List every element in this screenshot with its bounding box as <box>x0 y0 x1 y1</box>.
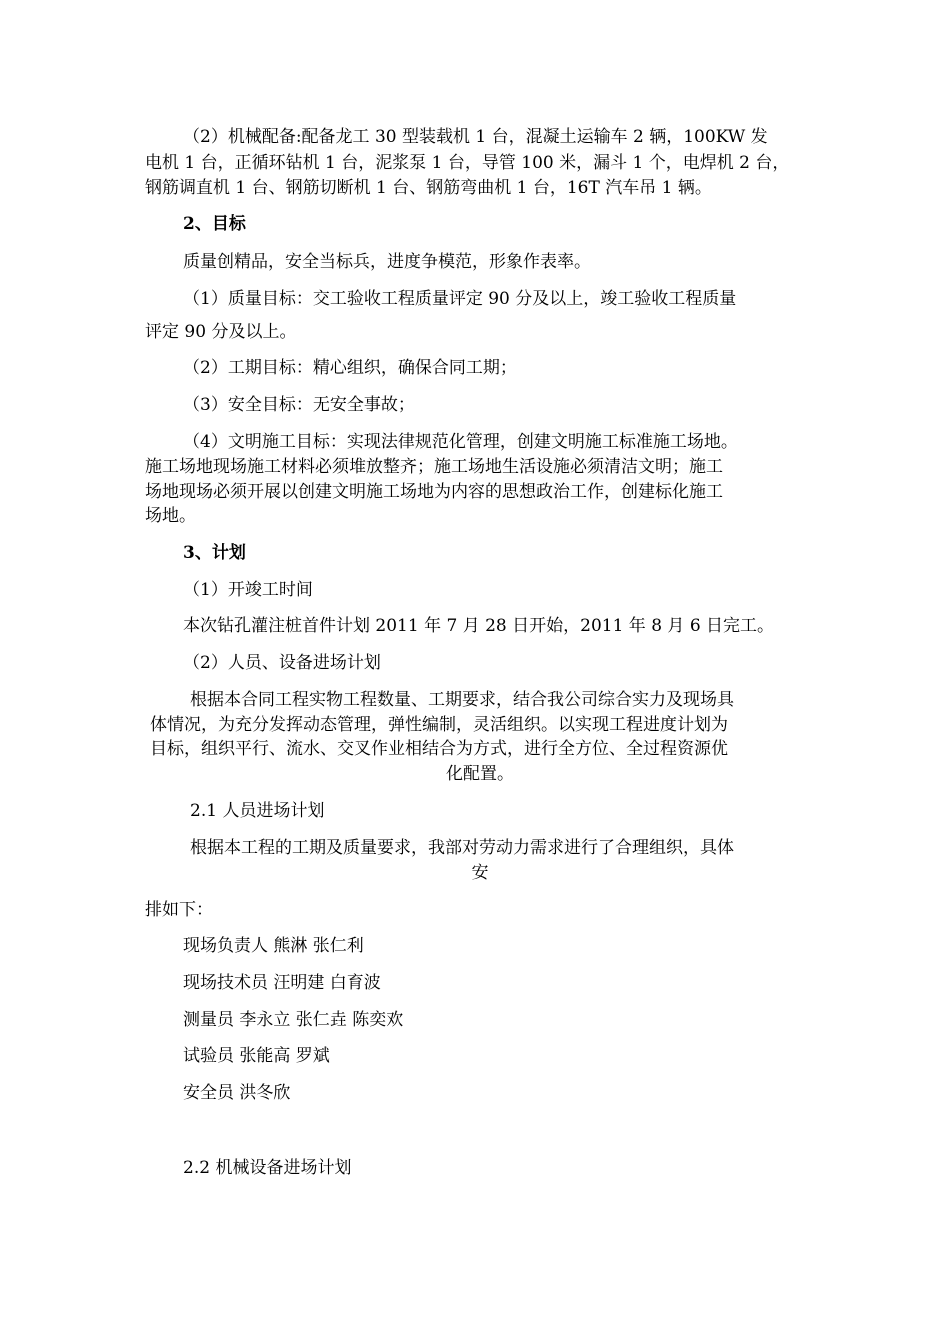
machinery-line-3: 钢筋调直机 1 台、钢筋切断机 1 台、钢筋弯曲机 1 台，16T 汽车吊 1 辆。 <box>145 178 712 198</box>
civil-goal-line-1: （4）文明施工目标：实现法律规范化管理，创建文明施工标准施工场地。 <box>183 432 738 452</box>
start-end-title: （1）开竣工时间 <box>183 580 313 600</box>
machinery-line-2: 电机 1 台，正循环钻机 1 台，泥浆泵 1 台，导管 100 米，漏斗 1 个，电焊机 2 台， <box>145 153 790 173</box>
plan-paragraph-line-1: 根据本合同工程实物工程数量、工期要求，结合我公司综合实力及现场具 <box>190 690 734 710</box>
start-end-text: 本次钻孔灌注桩首件计划 2011 年 7 月 28 日开始，2011 年 8 月 6 日完工。 <box>183 616 775 636</box>
section-2-heading: 2、目标 <box>183 214 246 234</box>
plan-paragraph-line-2: 体情况，为充分发挥动态管理，弹性编制，灵活组织。以实现工程进度计划为 <box>150 715 728 735</box>
quality-goal-line-1: （1）质量目标：交工验收工程质量评定 90 分及以上，竣工验收工程质量 <box>183 289 737 309</box>
schedule-goal: （2）工期目标：精心组织，确保合同工期； <box>183 358 517 378</box>
staff-item: 测量员 李永立 张仁垚 陈奕欢 <box>183 1010 404 1030</box>
plan-paragraph-line-4: 化配置。 <box>446 764 514 784</box>
sub-2-2-title: 2.2 机械设备进场计划 <box>183 1158 352 1178</box>
goals-intro: 质量创精品，安全当标兵，进度争模范，形象作表率。 <box>183 252 591 272</box>
staff-item: 现场技术员 汪明建 白育波 <box>183 973 381 993</box>
sub-2-1-line-2: 安 <box>471 863 489 883</box>
safety-goal: （3）安全目标：无安全事故； <box>183 395 415 415</box>
sub-2-1-line-3: 排如下： <box>145 900 213 920</box>
staff-item: 现场负责人 熊淋 张仁利 <box>183 936 364 956</box>
sub-2-1-title: 2.1 人员进场计划 <box>190 801 325 821</box>
civil-goal-line-2: 施工场地现场施工材料必须堆放整齐；施工场地生活设施必须清洁文明；施工 <box>145 457 723 477</box>
section-3-heading: 3、计划 <box>183 543 246 563</box>
plan-paragraph-line-3: 目标，组织平行、流水、交叉作业相结合为方式，进行全方位、全过程资源优 <box>150 739 728 759</box>
staff-item: 安全员 洪冬欣 <box>183 1083 291 1103</box>
staff-item: 试验员 张能高 罗斌 <box>183 1046 330 1066</box>
machinery-line-1: （2）机械配备:配备龙工 30 型装载机 1 台，混凝土运输车 2 辆，100KW 发 <box>183 127 768 147</box>
sub-2-1-line-1: 根据本工程的工期及质量要求，我部对劳动力需求进行了合理组织，具体 <box>190 838 734 858</box>
civil-goal-line-3: 场地现场必须开展以创建文明施工场地为内容的思想政治工作，创建标化施工 <box>145 482 723 502</box>
personnel-plan-title: （2）人员、设备进场计划 <box>183 653 381 673</box>
quality-goal-line-2: 评定 90 分及以上。 <box>145 322 297 342</box>
civil-goal-line-4: 场地。 <box>145 506 196 526</box>
